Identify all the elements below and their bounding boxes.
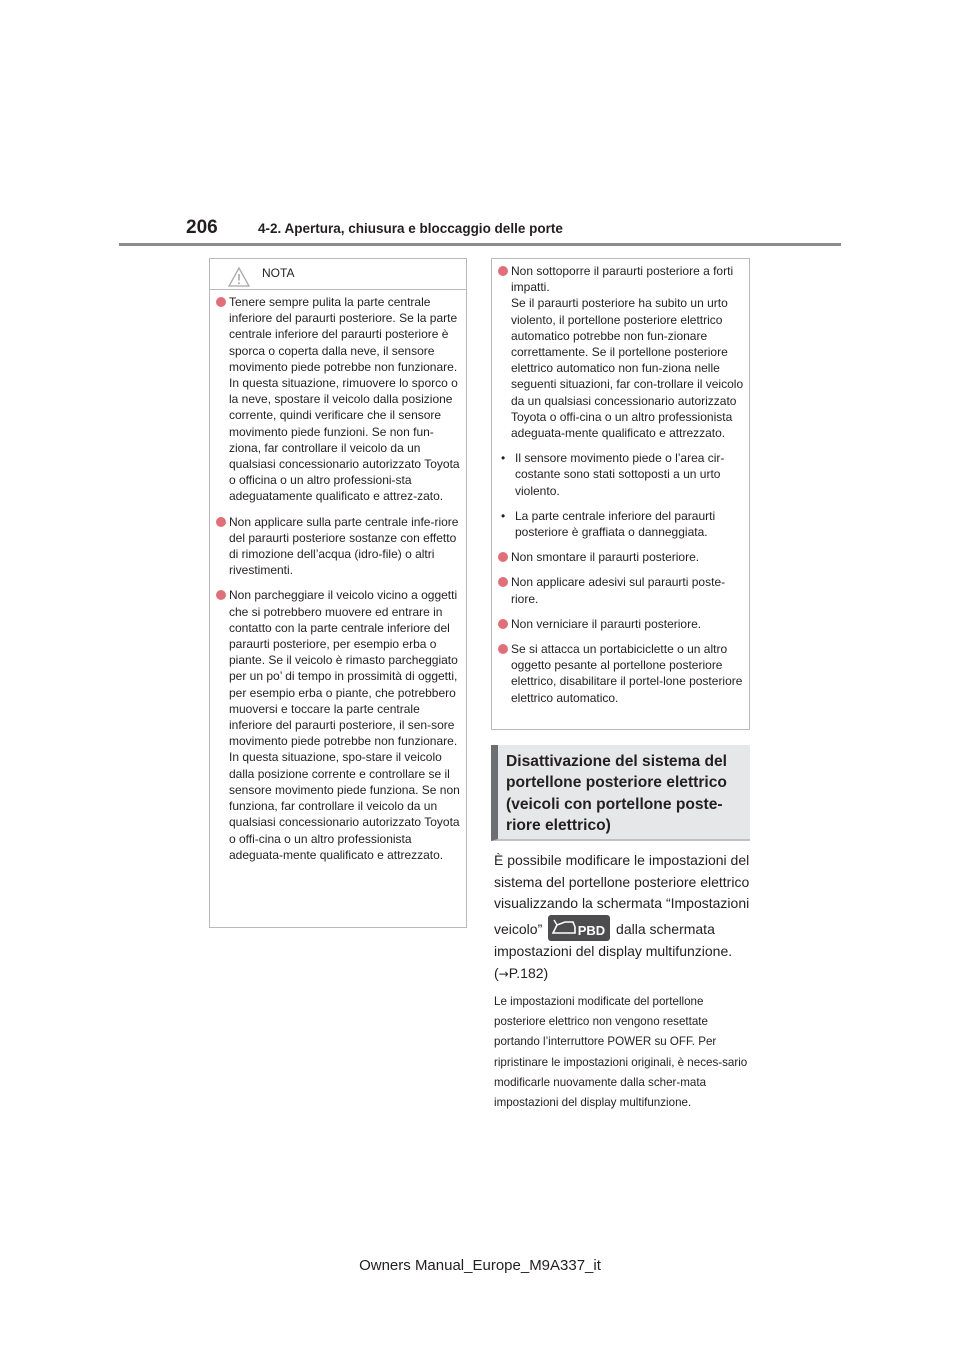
note-item-text: Non applicare sulla parte centrale infe-riore del paraurti posteriore sostanze con effetto di rimozione dell’acqua (idro-file) o altri rivestimenti. [229,514,459,578]
section-header-title: 4-2. Apertura, chiusura e bloccaggio delle porte [258,221,563,236]
bullet-dot-icon [498,577,508,587]
body-text-before-icon: È possibile modificare le impostazioni del sistema del portellone posteriore elettrico visualizzando la schermata “Impostazioni veicolo” [494,852,750,938]
note-item-text: Tenere sempre pulita la parte centrale inferiore del paraurti posteriore. Se la parte centrale inferiore del paraurti posteriore è sporca o coperta dalla neve, il sensore movimento piede potrebbe non funzionare. In questa situazione, rimuovere lo sporco o la neve, spostare il veicolo dalla posizione corrente, quindi verificare che il sensore movimento piede funzioni. Se non fun-ziona, far controllare il veicolo da un qualsiasi concessionario autorizzato Toyota o officina o un altro professioni-sta adeguatamente qualificato e attrez-zato. [229,295,460,504]
section-heading: Disattivazione del sistema del portellone posteriore elettrico (veicoli con portellone poste-riore elettrico) [506,753,727,834]
note-label: NOTA [262,266,295,280]
note-item-text: Non verniciare il paraurti posteriore. [511,616,702,631]
page-number: 206 [186,217,218,238]
note-sub-item-text: La parte centrale inferiore del paraurti posteriore è graffiata o danneggiata. [515,508,716,540]
body-note-paragraph: Le impostazioni modificate del portellone posteriore elettrico non vengono resettate portando l’interruttore POWER su OFF. Per ripristinare le impostazioni originali, è neces-sario modificarle nuovamente dalla scher-mata impostazioni del display multifunzione. [494,995,748,1110]
page-reference: P.182) [508,964,549,981]
note-item [496,574,746,606]
note-item [496,641,746,706]
note-item [496,616,746,632]
note-item [214,587,464,862]
bullet-dot-icon [498,552,508,562]
note-sub-item [496,450,746,499]
note-head [210,259,466,287]
bullet-dot-icon [216,517,226,527]
note-sub-item-text: Il sensore movimento piede o l’area cir-costante sono stati sottoposti a un urto violento. [515,451,725,498]
warning-triangle-icon [228,267,250,287]
note-item [214,514,464,579]
note-item [496,263,746,441]
header-rule [119,243,841,246]
pbd-icon-label: PBD [577,923,606,939]
bullet-dot-icon [498,644,508,654]
footer-text: Owners Manual_Europe_M9A337_it [359,1257,601,1274]
bullet-dot-icon [498,266,508,276]
note-item [214,294,464,505]
note-item-text: Non applicare adesivi sul paraurti poste-riore. [511,575,726,606]
note-item-text: Non parcheggiare il veicolo vicino a oggetti che si potrebbero muovere ed entrare in contatto con la parte centrale inferiore del paraurti posteriore, per esempio erba o piante. Se il veicolo è rimasto parcheggiato per un po’ di tempo in prossimità di oggetti, per esempio erba o piante, che potrebbero muoversi e toccare la parte centrale inferiore del paraurti posteriore, il sen-sore movimento piede potrebbe non funzionare. In questa situazione, spo-stare il veicolo dalla posizione corrente e controllare se il sensore movimento piede funziona. Se non funziona, far controllare il veicolo da un qualsiasi concessionario autorizzato Toyota o offi-cina o un altro professionista adeguata-mente qualificato e attrezzato. [229,588,460,862]
bullet-dot-icon [498,619,508,629]
car-tailgate-icon [551,919,577,937]
note-item-text: Se si attacca un portabiciclette o un altro oggetto pesante al portellone posteriore elettrico, disabilitare il portel-lone posteriore elettrico automatico. [511,642,743,705]
note-box [209,258,467,928]
reference-arrow: → [498,966,509,981]
body-paragraph [494,850,754,986]
note-left-column [214,294,464,872]
note-item [496,549,746,565]
note-separator [210,289,466,290]
note-item-text: Non smontare il paraurti posteriore. [511,550,700,565]
note-sub-item [496,508,746,540]
note-right-column [496,263,746,715]
body-text-after-icon: dalla schermata impostazioni del display multifunzione. ( [494,921,733,981]
sub-bullet-mark: • [501,508,506,523]
bullet-dot-icon [216,590,226,600]
pbd-setting-icon [548,915,610,941]
bullet-dot-icon [216,297,226,307]
note-box-continued [491,258,750,730]
section-heading-box [491,745,750,841]
note-item-text: Non sottoporre il paraurti posteriore a forti impatti. Se il paraurti posteriore ha subito un urto violento, il portellone posteriore elettrico automatico potrebbe non fun-zionare correttamente. Se il portellone posteriore elettrico automatico non fun-ziona nelle seguenti situazioni, far con-trollare il veicolo da un qualsiasi concessionario autorizzato Toyota o offi-cina o un altro professionista adeguata-mente qualificato e attrezzato. [511,264,744,441]
sub-bullet-mark: • [501,451,506,466]
